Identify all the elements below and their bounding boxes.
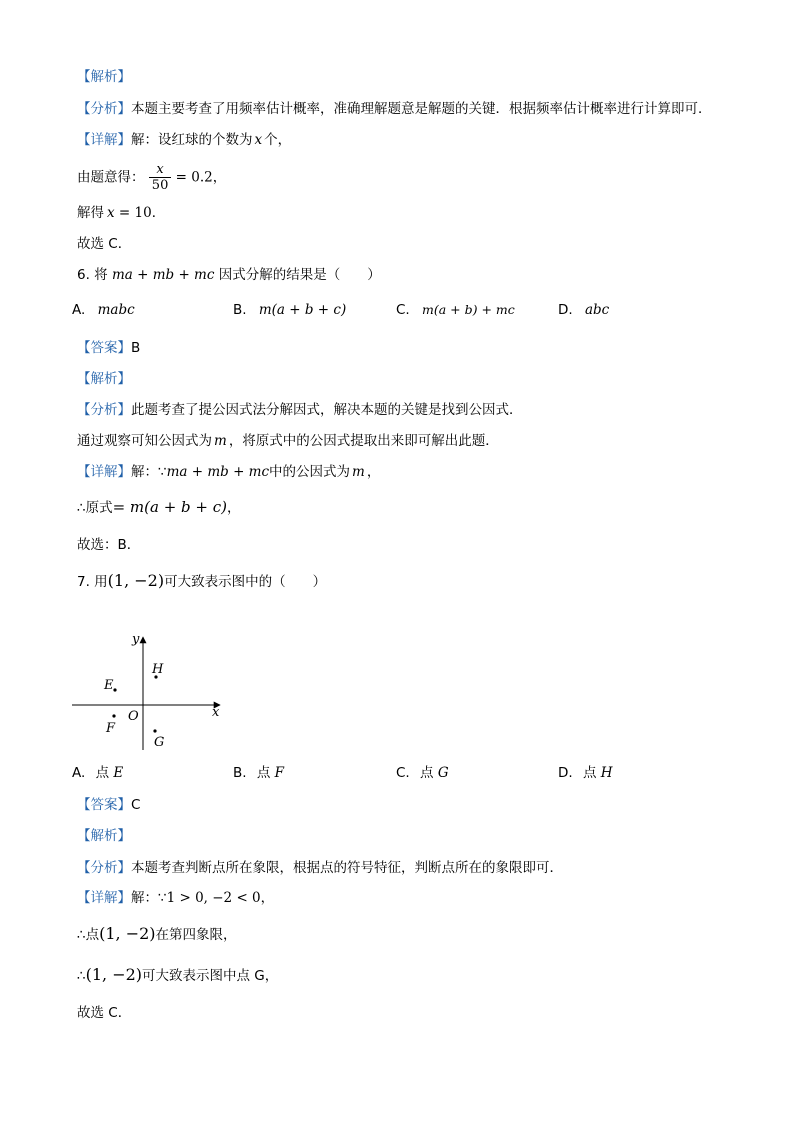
option-letter: B. (233, 302, 247, 318)
detail-text: 由题意得： (77, 169, 145, 186)
option-text: m(a + b + c) (258, 302, 347, 318)
math-var: x (107, 205, 115, 221)
analysis-text: 本题主要考查了用频率估计概率，准确理解题意是解题的关键．根据频率估计概率进行计算即可． (131, 101, 712, 117)
option-text: G (437, 765, 449, 781)
analysis-text: 此题考查了提公因式法分解因式，解决本题的关键是找到公因式． (131, 402, 523, 418)
detail-text: 解：设红球的个数为 (131, 132, 253, 148)
x-axis-label: x (212, 705, 220, 720)
detail-text: 可大致表示图中点 G， (142, 968, 279, 984)
section-label-jiexi: 【解析】 (77, 371, 131, 387)
option-letter: A. (72, 765, 86, 781)
answer-value: B (131, 340, 141, 356)
q6-option-b[interactable] (233, 300, 346, 320)
answer-value: C (131, 797, 141, 813)
q6-option-c[interactable] (396, 300, 515, 320)
analysis-text: 通过观察可知公因式为 (77, 433, 212, 449)
detail-line-3 (77, 203, 165, 223)
y-axis-label: y (132, 632, 140, 647)
detail-text: 解：∵ (131, 890, 167, 906)
stem-text: 6. 将 (77, 267, 108, 283)
coordinate: (1, −2) (99, 924, 156, 943)
section-label-jiexi: 【解析】 (77, 828, 131, 844)
detail-label: 【详解】 (77, 464, 131, 480)
option-letter: C. (396, 765, 410, 781)
answer-label: 【答案】 (77, 797, 131, 813)
point-f (112, 714, 115, 717)
q7-answer-line (77, 795, 140, 815)
section-label-jiexi: 【解析】 (77, 69, 131, 85)
question-7-stem (77, 571, 326, 592)
math-expression: ma + mb + mc (166, 464, 270, 480)
q6-answer-line (77, 338, 140, 358)
detail-label: 【详解】 (77, 890, 131, 906)
q6-option-d[interactable] (558, 300, 609, 320)
answer-label: 【答案】 (77, 340, 131, 356)
point-e-label: E (104, 678, 114, 693)
detail-text: ∴ (77, 968, 86, 984)
detail-text: ， (260, 890, 275, 906)
point-g (153, 729, 156, 732)
math-expression: 1 > 0, −2 < 0 (166, 890, 261, 906)
point-h-label: H (152, 662, 164, 677)
detail-text: 在第四象限， (155, 927, 237, 943)
detail-line-2 (77, 497, 241, 518)
analysis-label: 【分析】 (77, 101, 131, 117)
analysis-label: 【分析】 (77, 860, 131, 876)
option-letter: B. (233, 765, 247, 781)
detail-text: 中的公因式为 (269, 464, 351, 480)
option-prefix: 点 (256, 765, 271, 781)
detail-label: 【详解】 (77, 132, 131, 148)
fraction-numerator: x (149, 162, 172, 178)
detail-text: 解：∵ (131, 464, 167, 480)
option-prefix: 点 (95, 765, 110, 781)
detail-line-1 (77, 130, 291, 150)
math-var: m (352, 464, 365, 480)
q7-option-a[interactable] (72, 763, 123, 783)
fraction-denominator: 50 (151, 178, 169, 193)
fraction (149, 162, 172, 193)
option-text: F (274, 765, 285, 781)
detail-line-4: 故选 C． (77, 1005, 132, 1021)
question-6-stem (77, 265, 381, 285)
option-letter: C. (396, 302, 410, 318)
q7-option-d[interactable] (558, 763, 613, 783)
option-text: m(a + b) + mc (422, 302, 515, 317)
detail-line-3: 故选：B． (77, 537, 141, 553)
math-expression: = m(a + b + c) (112, 498, 228, 516)
point-e (113, 688, 116, 691)
stem-text: 7. 用 (77, 574, 108, 590)
option-letter: D. (558, 765, 573, 781)
detail-line-1 (77, 462, 380, 482)
analysis-text: ，将原式中的公因式提取出来即可解出此题． (228, 433, 499, 449)
stem-text: 因式分解的结果是（ ） (218, 267, 381, 283)
coordinate: (1, −2) (107, 571, 165, 590)
detail-text: 个， (264, 132, 292, 148)
analysis-line (77, 400, 523, 420)
point-g-label: G (154, 735, 165, 750)
detail-text: ∴原式 (77, 500, 113, 516)
detail-text: ， (227, 500, 241, 516)
detail-text: = 0.2， (175, 169, 227, 186)
analysis-label: 【分析】 (77, 402, 131, 418)
q6-option-a[interactable] (72, 300, 135, 320)
q7-option-b[interactable] (233, 763, 284, 783)
option-prefix: 点 (582, 765, 597, 781)
analysis-line (77, 858, 563, 878)
point-f-label: F (106, 721, 116, 736)
detail-text: 解得 (77, 205, 104, 221)
math-var: m (214, 433, 227, 449)
option-text: abc (584, 302, 610, 318)
option-letter: D. (558, 302, 573, 318)
analysis-text: 本题考查判断点所在象限，根据点的符号特征，判断点所在的象限即可． (131, 860, 563, 876)
math-expression: ma + mb + mc (111, 267, 215, 283)
option-text: E (113, 765, 124, 781)
coordinate-graph (62, 625, 232, 755)
detail-line-3 (77, 965, 278, 986)
detail-text: ∴点 (77, 927, 100, 943)
analysis-line (77, 99, 712, 119)
option-text: H (600, 765, 613, 781)
detail-text: ， (366, 464, 381, 480)
detail-line-2 (77, 162, 226, 193)
detail-line-2 (77, 924, 237, 945)
analysis-line-2 (77, 431, 499, 451)
detail-line-1 (77, 888, 274, 908)
math-var: x (254, 132, 263, 148)
detail-text: = 10． (114, 205, 166, 221)
stem-text: 可大致表示图中的（ ） (164, 574, 327, 590)
detail-line-4: 故选 C． (77, 236, 132, 252)
coordinate: (1, −2) (85, 965, 143, 984)
option-letter: A. (72, 302, 86, 318)
option-text: mabc (97, 302, 135, 318)
origin-label: O (128, 709, 139, 724)
q7-option-c[interactable] (396, 763, 449, 783)
option-prefix: 点 (420, 765, 434, 781)
